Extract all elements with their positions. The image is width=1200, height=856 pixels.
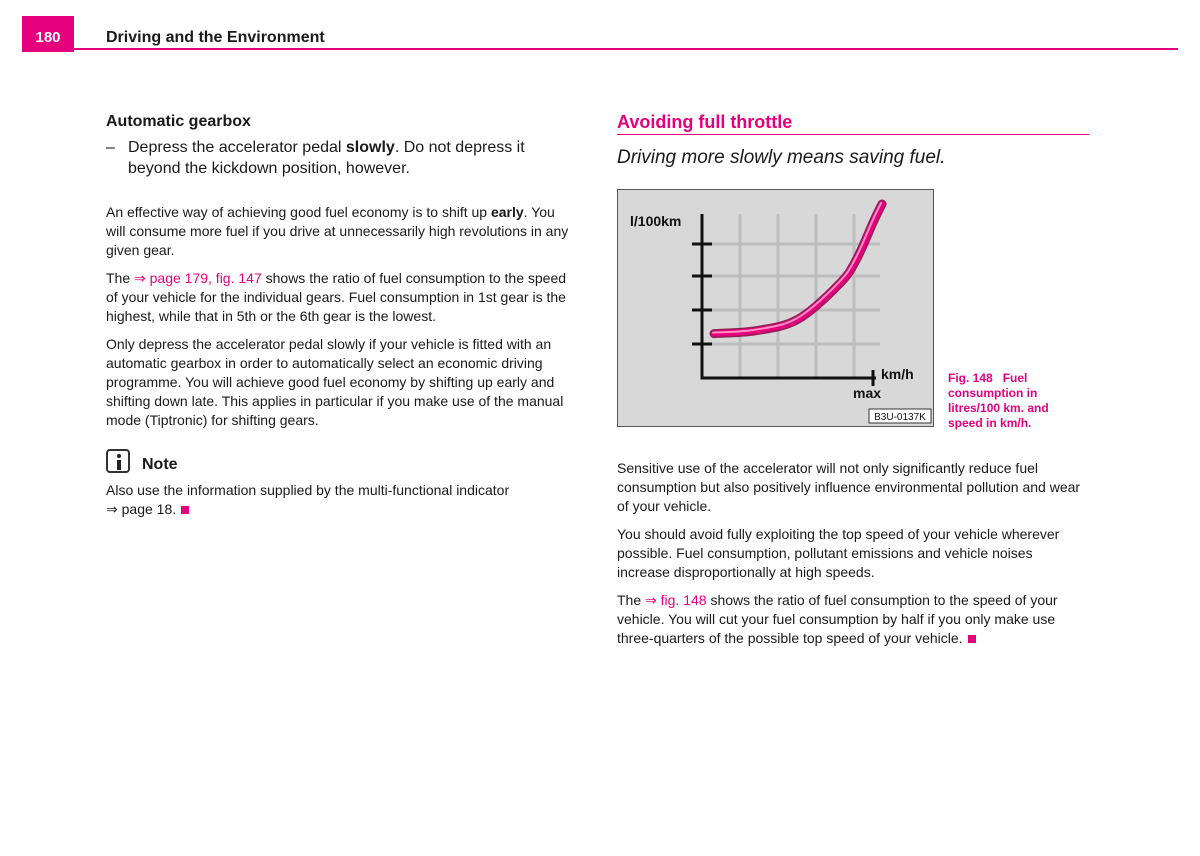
- note-box: [106, 449, 576, 528]
- link-fig-148[interactable]: ⇒ fig. 148: [645, 592, 707, 608]
- left-body: [106, 203, 576, 439]
- link-page-18[interactable]: ⇒ page 18.: [106, 501, 177, 517]
- end-marker: [181, 506, 189, 514]
- figure-code: B3U-0137K: [874, 412, 926, 423]
- paragraph-shift-early: An effective way of achieving good fuel economy is to shift up early. You will consume more fuel if you drive at unnecessarily high revolutions in any given gear.: [106, 204, 569, 258]
- fuel-consumption-chart: [618, 190, 934, 427]
- note-label: Note: [142, 456, 178, 473]
- paragraph-automatic: Only depress the accelerator pedal slowly if your vehicle is fitted with an automatic gearbox in order to automatically select an economic driving programme. You will achieve good fuel economy by shifting up early and shifting down late. This applies in particular if you make use of the manual mode (Tiptronic) for shifting gears.: [106, 336, 564, 428]
- paragraph-gear-ratio: The ⇒ page 179, fig. 147 shows the ratio of fuel consumption to the speed of your vehicle for the individual gears. Fuel consumption in 1st gear is the highest, while that in 5th or the 6th gear is the lowest.: [106, 270, 567, 324]
- right-body: [617, 459, 1089, 657]
- link-page-179[interactable]: ⇒ page 179, fig. 147: [134, 270, 262, 286]
- x-axis-label: km/h: [881, 366, 914, 382]
- paragraph-top-speed: You should avoid fully exploiting the top speed of your vehicle wherever possible. Fuel consumption, pollutant emissions and vehicle noises increase disproportionally at high speeds.: [617, 526, 1060, 580]
- page-number: 180: [22, 16, 74, 52]
- dash-item: [106, 137, 576, 179]
- section-heading-avoiding-full-throttle: Avoiding full throttle: [617, 112, 793, 132]
- intro-text: Driving more slowly means saving fuel.: [617, 147, 946, 168]
- dash-item-text: Depress the accelerator pedal slowly. Do not depress it beyond the kickdown position, however.: [128, 139, 525, 177]
- end-marker: [968, 635, 976, 643]
- note-text: Also use the information supplied by the multi-functional indicator ⇒ page 18.: [106, 482, 510, 517]
- x-axis-max-label: max: [853, 385, 882, 401]
- dash-marker: –: [106, 139, 115, 156]
- header-rule: [22, 48, 1178, 50]
- heading-rule: [617, 134, 1089, 135]
- left-heading: [106, 113, 576, 131]
- paragraph-sensitive-use: Sensitive use of the accelerator will not only significantly reduce fuel consumption but also positively influence environmental pollution and wear of your vehicle.: [617, 460, 1081, 514]
- paragraph-fig-148: The ⇒ fig. 148 shows the ratio of fuel consumption to the speed of your vehicle. You will cut your fuel consumption by half if you only make use three-quarters of the possible top speed of your vehicle.: [617, 592, 1058, 646]
- right-heading: [617, 112, 1089, 133]
- figure-148: [617, 189, 934, 427]
- section-heading-automatic-gearbox: Automatic gearbox: [106, 113, 251, 130]
- header-title: Driving and the Environment: [106, 29, 325, 46]
- y-axis-label: l/100km: [630, 213, 682, 229]
- info-icon: [106, 449, 130, 473]
- figure-caption: Fig. 148 Fuel consumption in litres/100 km. and speed in km/h.: [948, 371, 1049, 430]
